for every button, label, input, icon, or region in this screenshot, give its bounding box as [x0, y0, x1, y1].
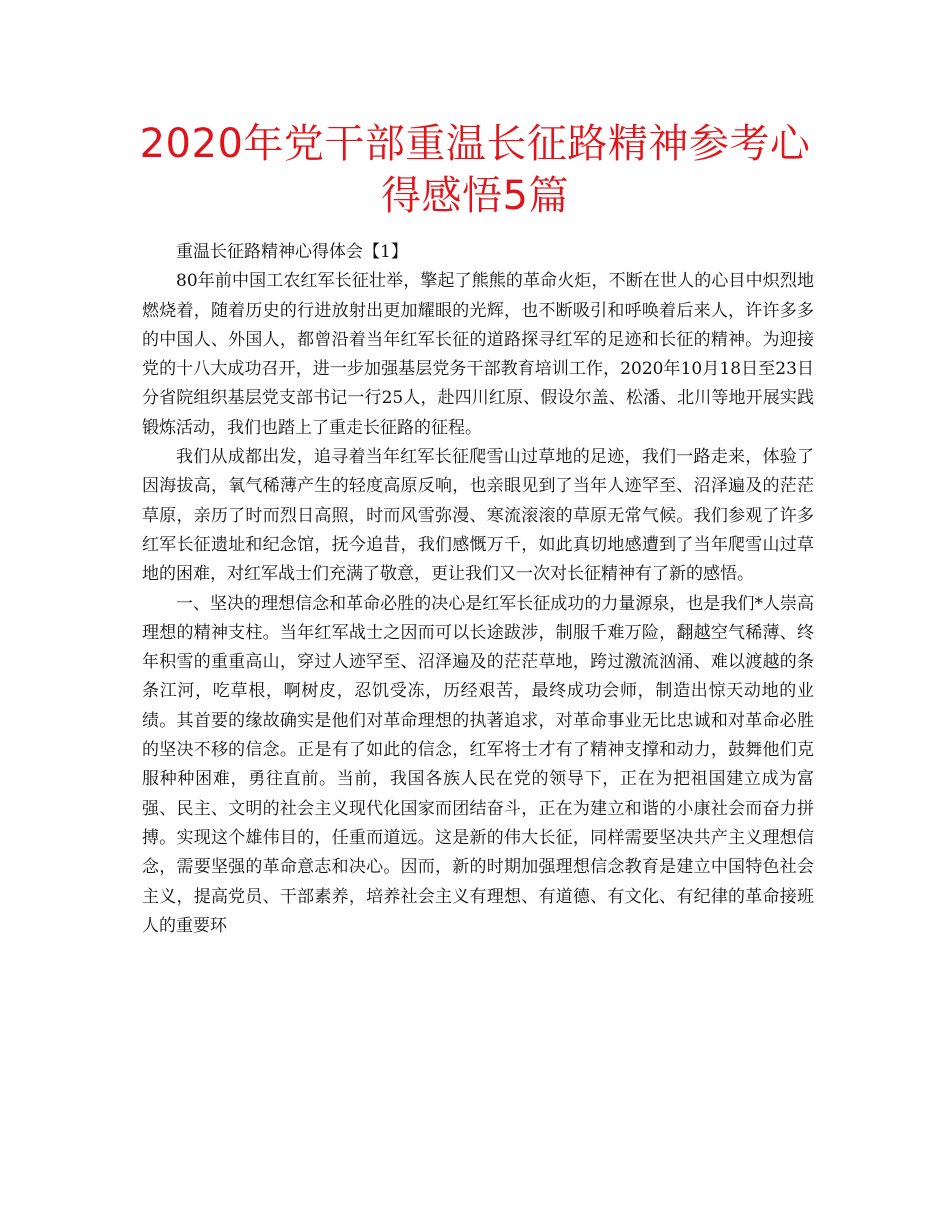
document-body [142, 238, 814, 941]
paragraph-point-one: 一、坚决的理想信念和革命必胜的决心是红军长征成功的力量源泉，也是我们*人崇高理想的精神支柱。当年红军战士之因而可以长途跋涉，制服千难万险，翻越空气稀薄、终年积雪的重重高山，穿过人迹罕至、沼泽遍及的茫茫草地，跨过激流汹涌、难以渡越的条条江河，吃草根，啊树皮，忍饥受冻，历经艰苦，最终成功会师，制造出惊天动地的业绩。其首要的缘故确实是他们对革命理想的执著追求，对革命事业无比忠诚和对革命必胜的坚决不移的信念。正是有了如此的信念，红军将士才有了精神支撑和动力，鼓舞他们克服种种困难，勇往直前。当前，我国各族人民在党的领导下，正在为把祖国建立成为富强、民主、文明的社会主义现代化国家而团结奋斗，正在为建立和谐的小康社会而奋力拼搏。实现这个雄伟目的，任重而道远。这是新的伟大长征，同样需要坚决共产主义理想信念，需要坚强的革命意志和决心。因而，新的时期加强理想信念教育是建立中国特色社会主义，提高党员、干部素养，培养社会主义有理想、有道德、有文化、有纪律的革命接班人的重要环 [142, 593, 814, 936]
paragraph-journey: 我们从成都出发，追寻着当年红军长征爬雪山过草地的足迹，我们一路走来，体验了因海拔高，氧气稀薄产生的轻度高原反响，也亲眼见到了当年人迹罕至、沼泽遍及的茫茫草原，亲历了时而烈日高照，时而风雪弥漫、寒流滚滚的草原无常气候。我们参观了许多红军长征遗址和纪念馆，抚今追昔，我们感慨万千，如此真切地感遭到了当年爬雪山过草地的困难，对红军战士们充满了敬意，更让我们又一次对长征精神有了新的感悟。 [142, 447, 814, 585]
section-heading: 重温长征路精神心得体会【1】 [176, 242, 408, 262]
document-title: 2020年党干部重温长征路精神参考心得感悟5篇 [139, 121, 811, 219]
paragraph-intro: 80年前中国工农红军长征壮举，擎起了熊熊的革命火炬，不断在世人的心目中炽烈地燃烧着，随着历史的行进放射出更加耀眼的光辉，也不断吸引和呼唤着后来人，许许多多的中国人、外国人，都曾沿着当年红军长征的道路探寻红军的足迹和长征的精神。为迎接党的十八大成功召开，进一步加强基层党务干部教育培训工作，2020年10月18日至23日分省院组织基层党支部书记一行25人，赴四川红原、假设尔盖、松潘、北川等地开展实践锻炼活动，我们也踏上了重走长征路的征程。 [142, 271, 814, 438]
